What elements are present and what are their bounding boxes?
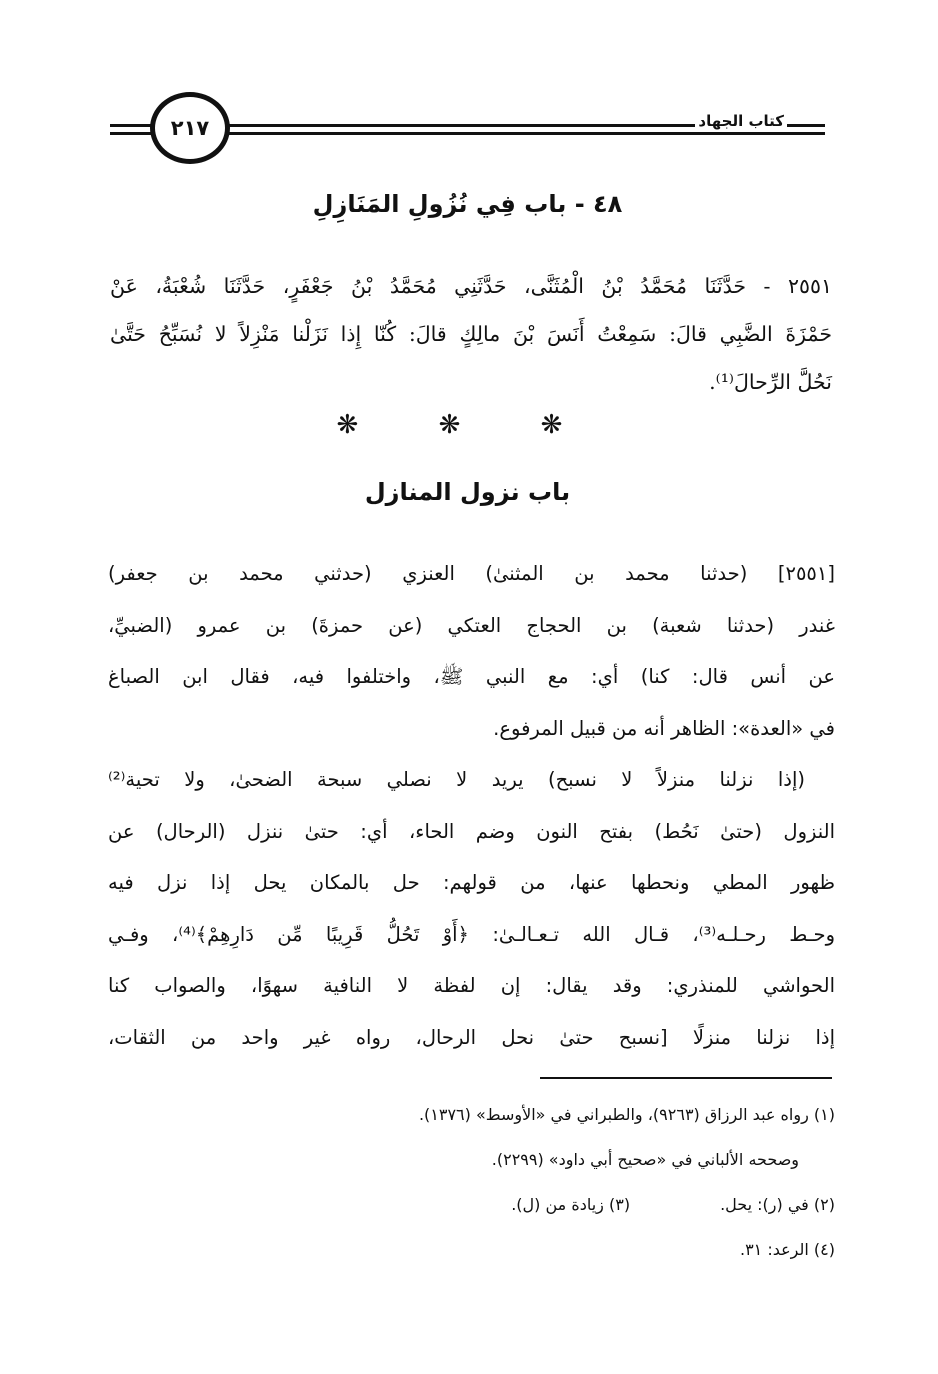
section-separator: ❋ ❋ ❋ xyxy=(336,410,599,440)
hadith-text xyxy=(110,262,832,406)
footnote-1-continuation: وصححه الألباني في «صحيح أبي داود» (٢٢٩٩). xyxy=(491,1150,799,1169)
commentary-line: الحواشي للمنذري: وقد يقال: إن لفظة لا النافية سهوًا، والصواب كنا xyxy=(108,974,835,997)
hadith-line: نَحُلَّ الرِّحالَ⁽¹⁾. xyxy=(709,370,832,394)
footnote-divider xyxy=(540,1077,832,1079)
footnote-row xyxy=(110,1182,835,1227)
commentary-line: [٢٥٥١] (حدثنا محمد بن المثنىٰ) العنزي (حدثني محمد بن جعفر) xyxy=(108,562,835,585)
hadith-line: حَمْزَةَ الضَّبِي قالَ: سَمِعْتُ أَنَسَ بْنَ مالِكٍ قالَ: كُنّا إِذا نَزَلْنا مَنْزِلاً لا نُسَبِّحُ حَتَّىٰ xyxy=(110,322,832,346)
chapter-title: ٤٨ - باب فِي نُزُولِ المَنَازِلِ xyxy=(312,190,623,218)
footnote-1: (١) رواه عبد الرزاق (٩٢٦٣)، والطبراني في «الأوسط» (١٣٧٦). xyxy=(418,1105,835,1124)
hadith-line: ٢٥٥١ - حَدَّثَنَا مُحَمَّدُ بْنُ الْمُثَنَّى، حَدَّثَنِي مُحَمَّدُ بْنُ جَعْفَرٍ، حَدَّثَنَا شُعْبَةُ، عَنْ xyxy=(110,274,832,298)
commentary-title: باب نزول المنازل xyxy=(364,478,571,506)
commentary-text xyxy=(108,548,835,1063)
commentary-line: إذا نزلنا منزلًا [نسبح حتىٰ نحل الرحال، رواه غير واحد من الثقات، xyxy=(108,1025,835,1049)
commentary-line: (إذا نزلنا منزلاً لا نسبح) يريد لا نصلي سبحة الضحىٰ، ولا تحية⁽²⁾ xyxy=(108,768,805,791)
footnotes xyxy=(110,1092,835,1272)
page-header xyxy=(110,92,825,172)
footnote-3: (٣) زيادة من (ل). xyxy=(511,1195,631,1214)
footnote-2: (٢) في (ر): يحل. xyxy=(720,1195,835,1214)
running-title: كتاب الجهاد xyxy=(695,112,787,130)
commentary-line: في «العدة»: الظاهر أنه من قبيل المرفوع. xyxy=(493,716,835,740)
commentary-line: وحـط رحـلـه⁽³⁾، قـال الله تـعـالـىٰ: ﴿أَوْ تَحُلُّ قَرِيبًا مِّن دَارِهِمْ﴾⁽⁴⁾، وفـي xyxy=(108,922,835,946)
commentary-line: غندر (حدثنا شعبة) بن الحجاج العتكي (عن حمزةَ) بن عمرو (الضبيِّ، xyxy=(108,613,835,637)
commentary-line: ظهور المطي ونحطها عنها، من قولهم: حل بالمكان يحل إذا نزل فيه xyxy=(108,871,835,894)
footnote-4: (٤) الرعد: ٣١. xyxy=(739,1240,835,1259)
commentary-line: النزول (حتىٰ نَحُط) بفتح النون وضم الحاء، أي: حتىٰ ننزل (الرحال) عن xyxy=(108,819,835,843)
commentary-line: عن أنس قال: كنا) أي: مع النبي ﷺ، واختلفوا فيه، فقال ابن الصباغ xyxy=(108,665,835,688)
page-number-circle xyxy=(150,92,230,164)
page-number: ٢١٧ xyxy=(170,116,210,140)
